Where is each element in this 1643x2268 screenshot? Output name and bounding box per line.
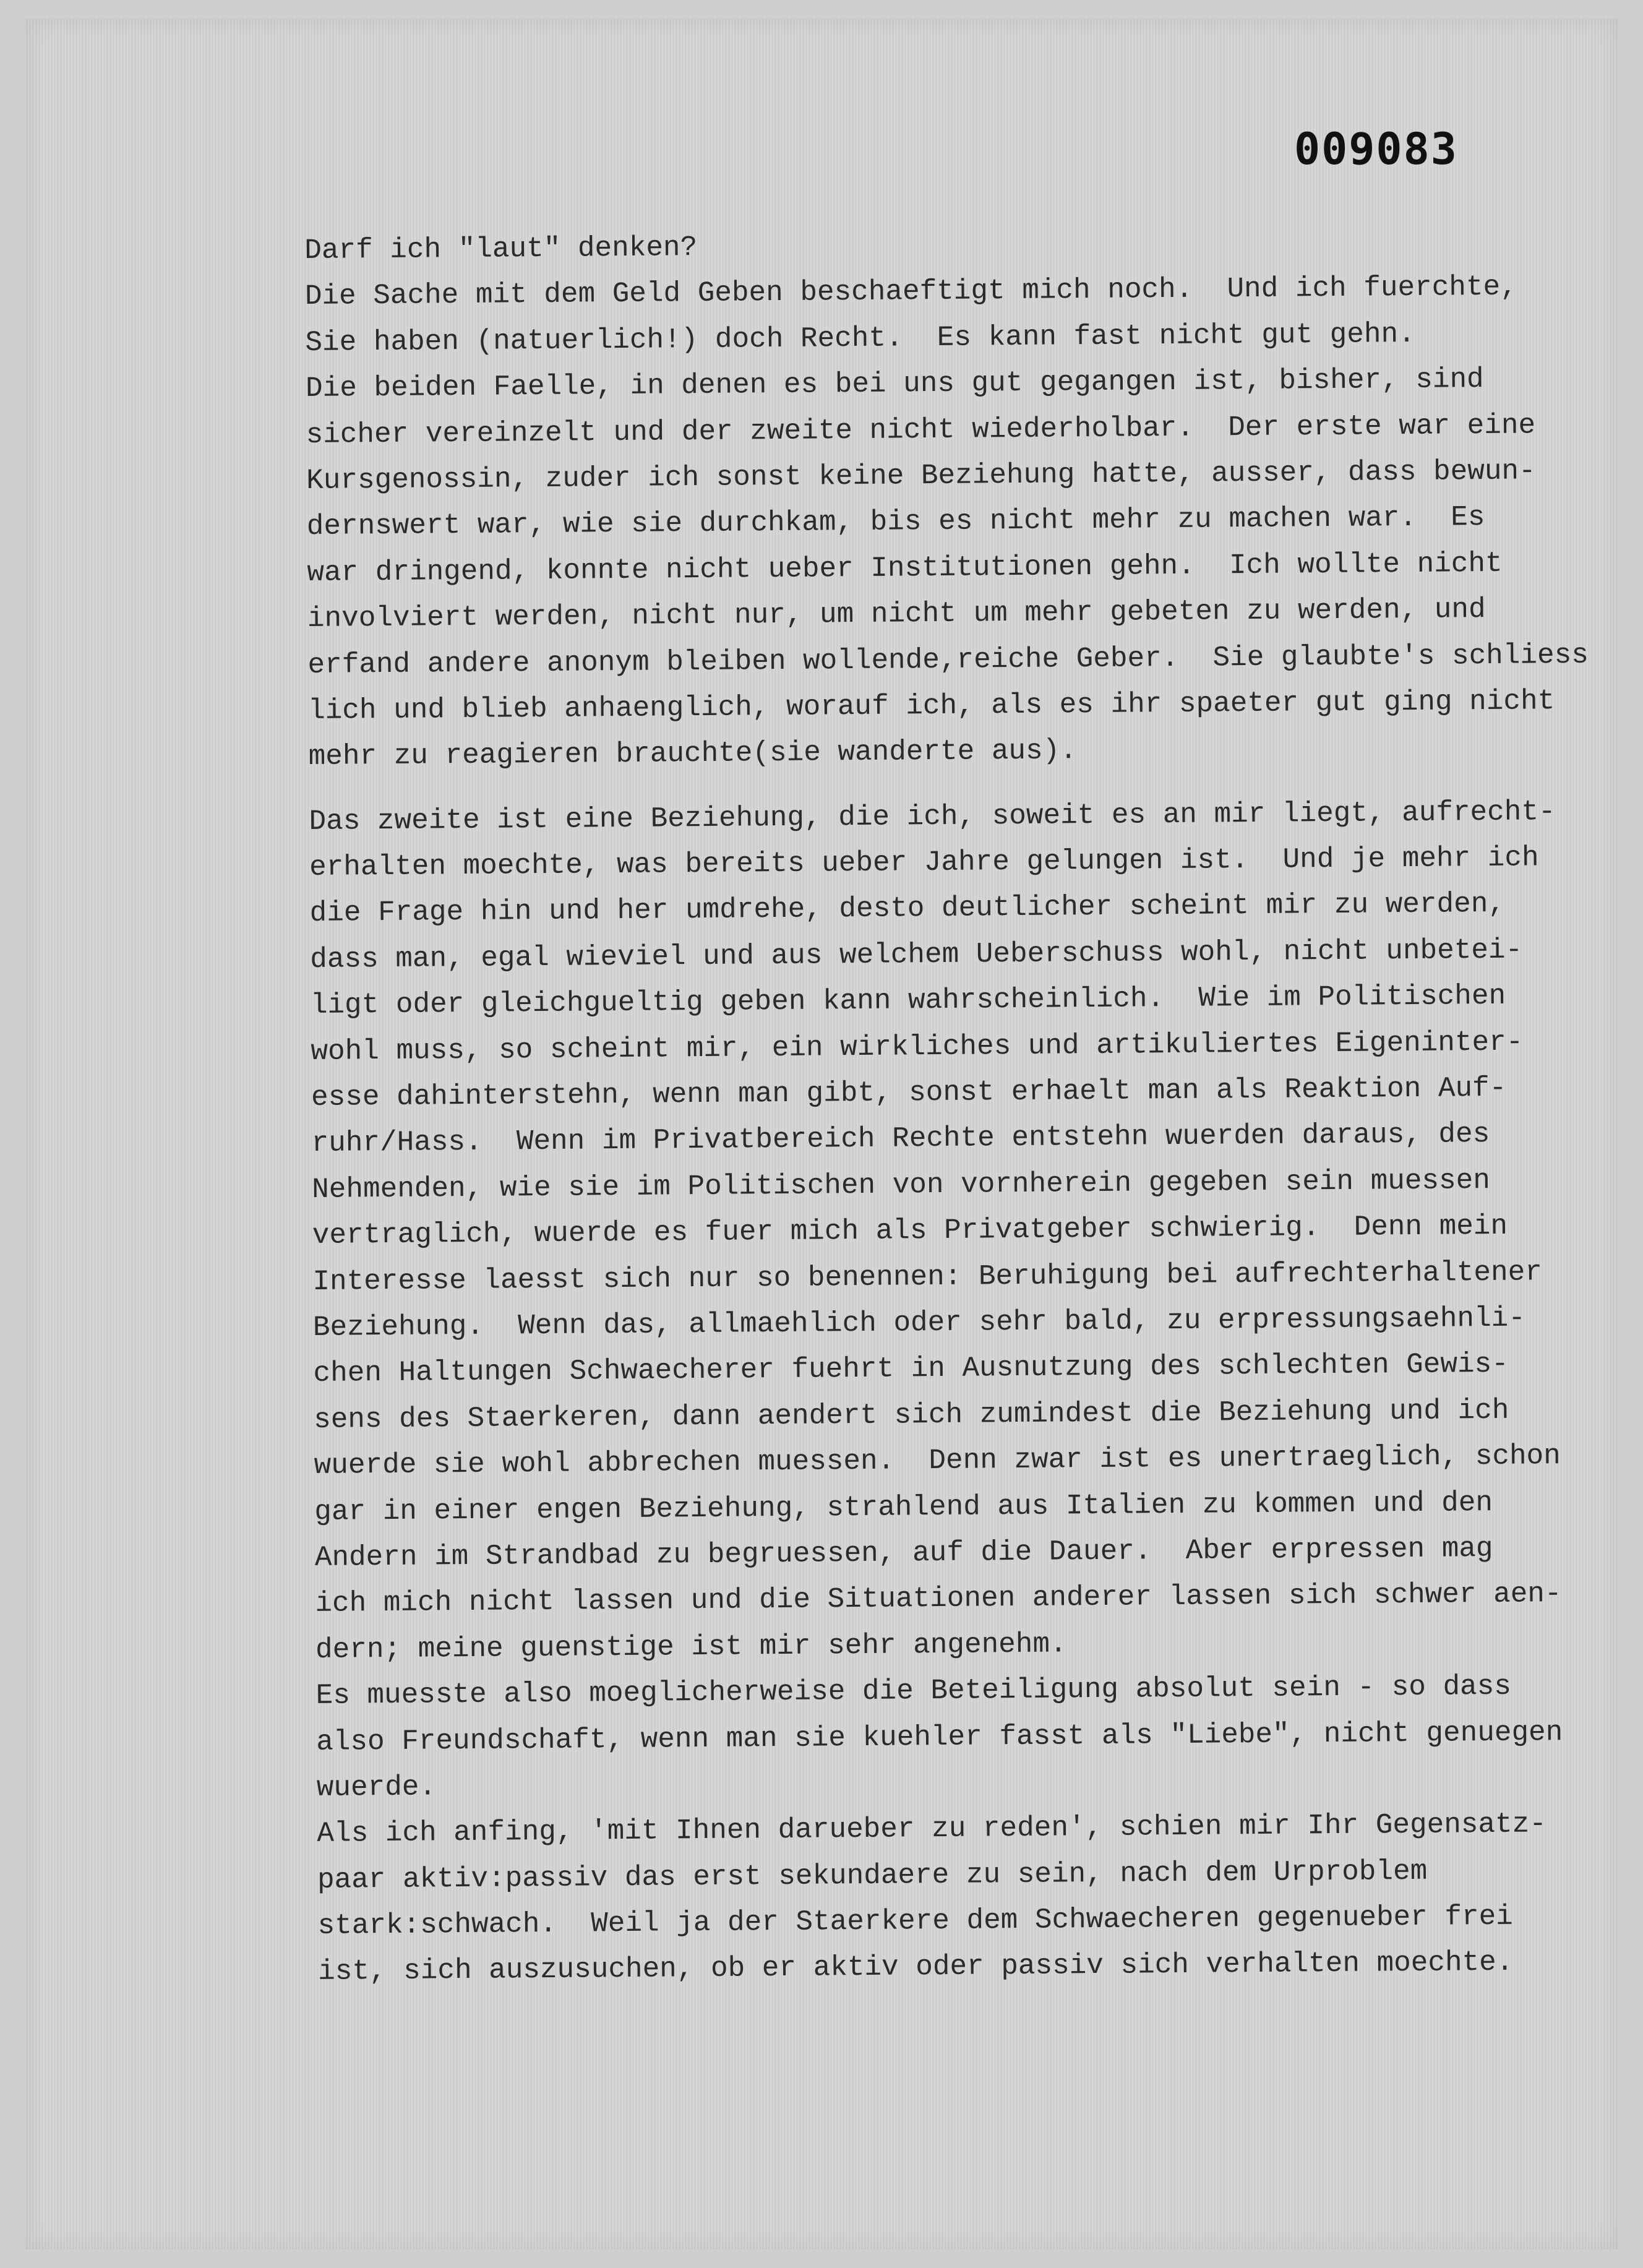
text-line: Interesse laesst sich nur so benennen: Beruhigung bei aufrechterhaltener [312, 1255, 1543, 1298]
text-line: also Freundschaft, wenn man sie kuehler fasst als "Liebe", nicht genuegen [316, 1716, 1563, 1758]
text-line: stark:schwach. Weil ja der Staerkere dem Schwaecheren gegenueber frei [317, 1900, 1514, 1942]
text-line: esse dahinterstehn, wenn man gibt, sonst erhaelt man als Reaktion Auf- [311, 1072, 1507, 1114]
text-line: Sie haben (natuerlich!) doch Recht. Es kann fast nicht gut gehn. [305, 317, 1415, 359]
typewritten-letter-body [304, 217, 1643, 1995]
text-line: erfand andere anonym bleiben wollende,reiche Geber. Sie glaubte's schliess [307, 638, 1589, 681]
text-line: involviert werden, nicht nur, um nicht um mehr gebeten zu werden, und [307, 593, 1486, 635]
text-line: sens des Staerkeren, dann aendert sich zumindest die Beziehung und ich [313, 1394, 1509, 1436]
text-line: erhalten moechte, was bereits ueber Jahre gelungen ist. Und je mehr ich [309, 841, 1539, 884]
text-line: Beziehung. Wenn das, allmaehlich oder sehr bald, zu erpressungsaehnli- [312, 1302, 1526, 1344]
text-line: lich und blieb anhaenglich, worauf ich, als es ihr spaeter gut ging nicht [307, 685, 1555, 727]
paragraph [309, 788, 1643, 1995]
text-line: chen Haltungen Schwaecherer fuehrt in Ausnutzung des schlechten Gewis- [313, 1348, 1509, 1390]
text-line: ich mich nicht lassen und die Situationen anderer lassen sich schwer aen- [315, 1578, 1562, 1620]
document-page [25, 19, 1618, 2249]
text-line: war dringend, konnte nicht ueber Institutionen gehn. Ich wollte nicht [307, 547, 1503, 589]
text-line: dernswert war, wie sie durchkam, bis es nicht mehr zu machen war. Es [306, 501, 1485, 543]
text-line: Kursgenossin, zuder ich sonst keine Beziehung hatte, ausser, dass bewun- [306, 455, 1536, 497]
text-line: die Frage hin und her umdrehe, desto deutlicher scheint mir zu werden, [309, 888, 1506, 930]
text-line: wuerde sie wohl abbrechen muessen. Denn zwar ist es unertraeglich, schon [314, 1440, 1561, 1482]
text-line: sicher vereinzelt und der zweite nicht wiederholbar. Der erste war eine [306, 408, 1536, 451]
text-line: Das zweite ist eine Beziehung, die ich, soweit es an mir liegt, aufrecht- [309, 795, 1556, 838]
text-line: paar aktiv:passiv das erst sekundaere zu sein, nach dem Urproblem [317, 1855, 1428, 1896]
text-line: Die beiden Faelle, in denen es bei uns gut gegangen ist, bisher, sind [305, 363, 1484, 405]
text-line: wohl muss, so scheint mir, ein wirkliches und artikuliertes Eigeninter- [311, 1026, 1524, 1068]
text-line: vertraglich, wuerde es fuer mich als Privatgeber schwierig. Denn mein [312, 1209, 1508, 1252]
text-line: dass man, egal wieviel und aus welchem Ueberschuss wohl, nicht unbetei- [310, 934, 1523, 976]
paragraph [304, 217, 1643, 780]
text-line: gar in einer engen Beziehung, strahlend aus Italien zu kommen und den [314, 1486, 1493, 1528]
text-line: Die Sache mit dem Geld Geben beschaeftigt mich noch. Und ich fuerchte, [304, 270, 1517, 313]
text-line: ligt oder gleichgueltig geben kann wahrscheinlich. Wie im Politischen [310, 980, 1506, 1022]
text-line: Als ich anfing, 'mit Ihnen darueber zu reden', schien mir Ihr Gegensatz- [317, 1808, 1547, 1850]
text-line: dern; meine guenstige ist mir sehr angenehm. [315, 1628, 1067, 1666]
text-line: mehr zu reagieren brauchte(sie wanderte aus). [308, 734, 1078, 773]
text-line: ist, sich auszusuchen, ob er aktiv oder passiv sich verhalten moechte. [317, 1946, 1514, 1988]
text-line: Andern im Strandbad zu begruessen, auf die Dauer. Aber erpressen mag [314, 1532, 1493, 1574]
text-line: Darf ich "laut" denken? [304, 231, 698, 267]
document-number: 009083 [1294, 124, 1458, 174]
text-line: Nehmenden, wie sie im Politischen von vornherein gegeben sein muessen [312, 1164, 1491, 1206]
text-line: Es muesste also moeglicherweise die Beteiligung absolut sein - so dass [315, 1670, 1512, 1712]
text-line: wuerde. [316, 1771, 437, 1804]
text-line: ruhr/Hass. Wenn im Privatbereich Rechte entstehn wuerden daraus, des [311, 1118, 1490, 1160]
